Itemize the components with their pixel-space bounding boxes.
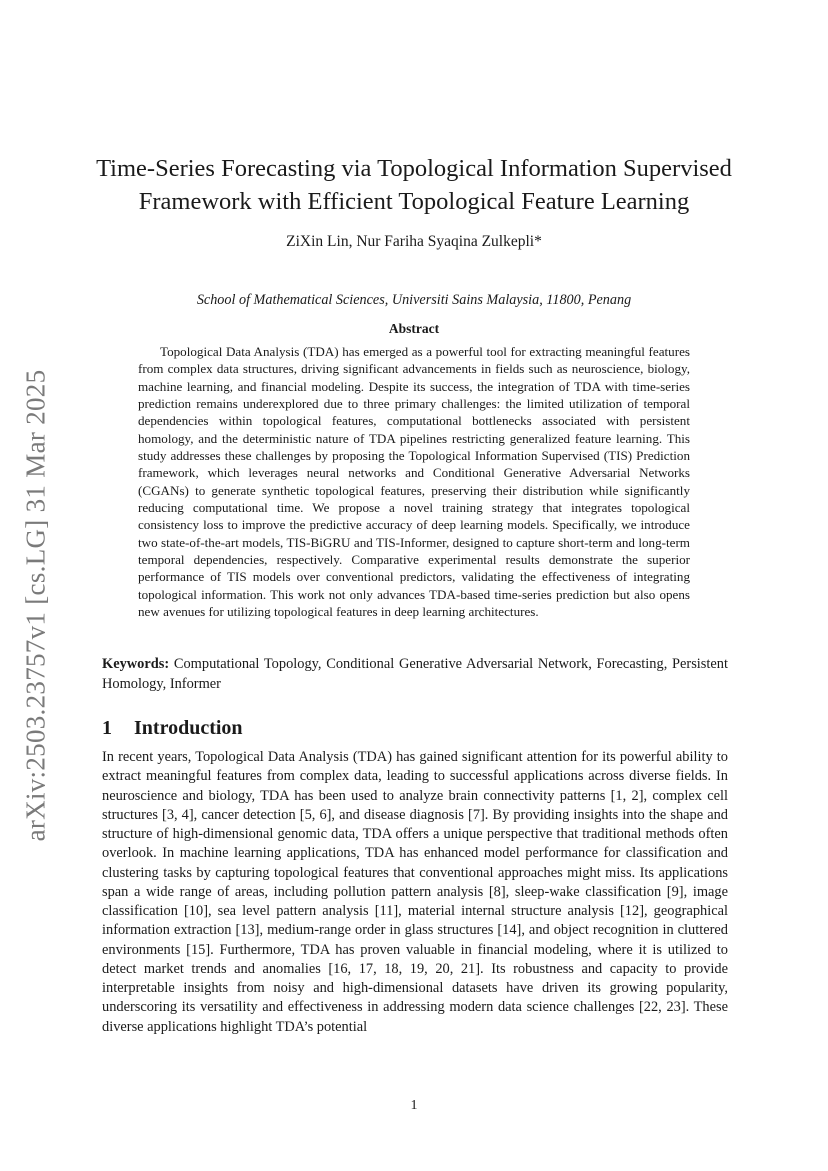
arxiv-identifier-text: arXiv:2503.23757v1 [cs.LG] 31 Mar 2025: [20, 369, 51, 841]
section-number: 1: [102, 717, 112, 739]
abstract-text: Topological Data Analysis (TDA) has emerged as a powerful tool for extracting meaningful features from complex data structures, driving significant advancements in fields such as neuroscience, biology, machine learning, and financial modeling. Despite its success, the integration of TDA with time-series prediction remains underexplored due to three primary challenges: the limited utilization of temporal dependencies within topological features, computational bottlenecks associated with persistent homology, and the deterministic nature of TDA pipelines restricting generalized feature learning. This study addresses these challenges by proposing the Topological Information Supervised (TIS) Prediction framework, which leverages neural networks and Conditional Generative Adversarial Networks (CGANs) to generate synthetic topological features, preserving their distribution while significantly reducing computational time. We propose a novel training strategy that integrates topological consistency loss to improve the predictive accuracy of deep learning models. Specifically, we introduce two state-of-the-art models, TIS-BiGRU and TIS-Informer, designed to capture short-term and long-term temporal dependencies, respectively. Comparative experimental results demonstrate the superior performance of TIS models over conventional predictors, validating the effectiveness of integrating topological information. This work not only advances TDA-based time-series prediction but also opens new avenues for utilizing topological features in deep learning architectures.: [138, 344, 690, 620]
keywords-text: Computational Topology, Conditional Generative Adversarial Network, Forecasting, Persistent Homology, Informer: [102, 656, 728, 692]
introduction-text: In recent years, Topological Data Analysis (TDA) has gained significant attention for its powerful ability to extract meaningful features from complex data, leading to successful applications across diverse fields. In neuroscience and biology, TDA has been used to analyze brain connectivity patterns [1, 2], complex cell structures [3, 4], cancer detection [5, 6], and disease diagnosis [7]. By providing insights into the shape and structure of high-dimensional genomic data, TDA offers a unique perspective that traditional methods often overlook. In machine learning applications, TDA has enhanced model performance for classification and clustering tasks by capturing topological features that conventional approaches might miss. Its applications span a wide range of areas, including pollution pattern analysis [8], sleep-wake classification [9], image classification [10], sea level pattern analysis [11], material internal structure analysis [12], geographical information extraction [13], medium-range order in glass structures [14], and object recognition in cluttered environments [15]. Furthermore, TDA has proven valuable in financial modeling, where it is utilized to detect market trends and anomalies [16, 17, 18, 19, 20, 21]. Its robustness and capacity to provide interpretable insights from noisy and high-dimensional datasets have driven its growing popularity, underscoring its versatility and effectiveness in addressing modern data science challenges [22, 23]. These diverse applications highlight TDA’s potential: [102, 749, 728, 1035]
title-line-1: Time-Series Forecasting via Topological Information Supervised: [96, 155, 732, 182]
abstract-heading: Abstract: [388, 321, 440, 336]
arxiv-identifier: [18, 360, 54, 850]
authors: ZiXin Lin, Nur Fariha Syaqina Zulkepli*: [286, 233, 542, 250]
section-heading-introduction: [102, 715, 243, 741]
keywords-label: Keywords:: [102, 656, 170, 672]
keywords: [102, 654, 728, 694]
affiliation: School of Mathematical Sciences, Universiti Sains Malaysia, 11800, Penang: [196, 292, 632, 308]
title-line-2: Framework with Efficient Topological Feature Learning: [138, 188, 690, 215]
page-number: 1: [410, 1098, 418, 1113]
paper-title: [60, 152, 768, 218]
section-title: Introduction: [134, 717, 243, 739]
